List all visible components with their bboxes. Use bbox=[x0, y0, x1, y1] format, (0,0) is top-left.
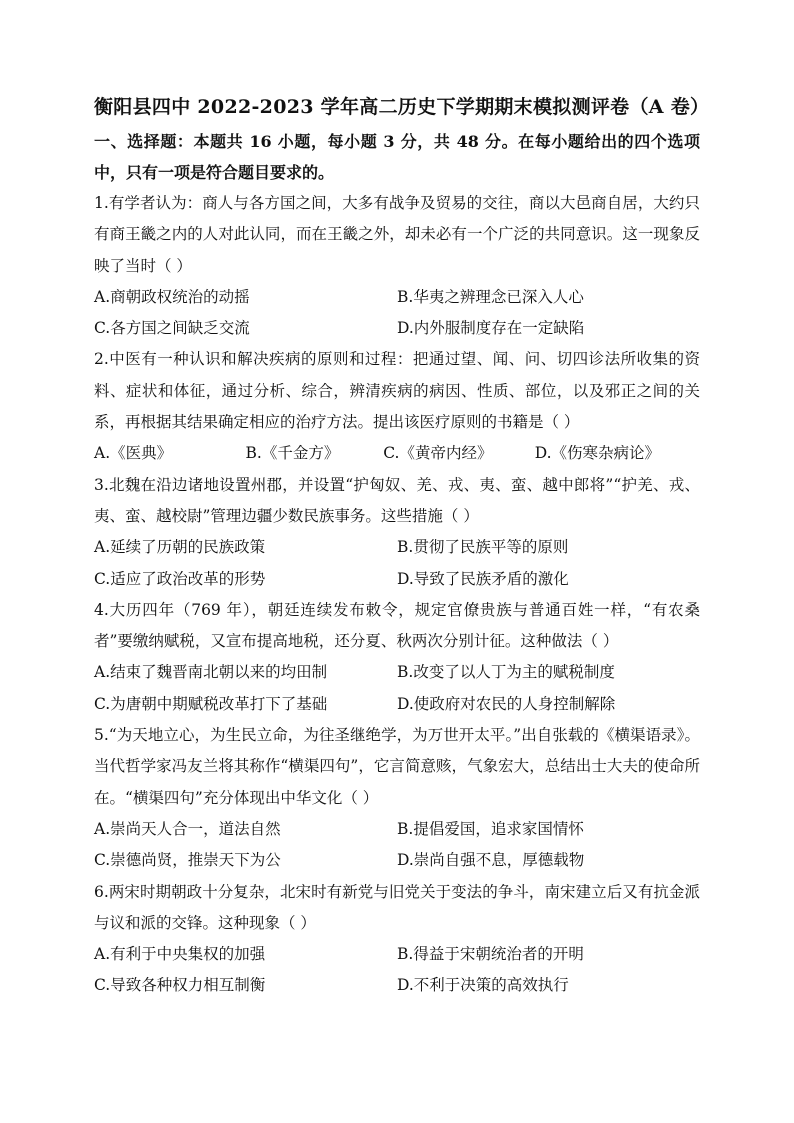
question-2 bbox=[94, 344, 700, 469]
question-6 bbox=[94, 877, 700, 1002]
question-3 bbox=[94, 470, 700, 595]
option-b: B.《千金方》 bbox=[245, 444, 340, 463]
option-c: C.崇德尚贤，推崇天下为公 bbox=[94, 851, 281, 870]
option-d: D.使政府对农民的人身控制解除 bbox=[397, 694, 616, 713]
option-a: A.有利于中央集权的加强 bbox=[94, 945, 266, 964]
options bbox=[94, 438, 700, 469]
question-stem: 1.有学者认为：商人与各方国之间，大多有战争及贸易的交往，商以大邑商自居，大约只有商王畿之内的人对此认同，而在王畿之外，却未必有一个广泛的共同意识。这一现象反映了当时（ ） bbox=[94, 194, 700, 275]
question-5 bbox=[94, 720, 700, 876]
exam-title: 衡阳县四中 2022-2023 学年高二历史下学期期末模拟测评卷（A 卷） bbox=[94, 96, 710, 118]
section-heading: 一、选择题：本题共 16 小题，每小题 3 分，共 48 分。在每小题给出的四个选项中，只有一项是符合题目要求的。 bbox=[94, 132, 700, 182]
option-c: C.导致各种权力相互制衡 bbox=[94, 976, 266, 995]
question-4 bbox=[94, 595, 700, 720]
question-stem: 5.“为天地立心，为生民立命，为往圣继绝学，为万世开太平。”出自张载的《横渠语录》。当代哲学家冯友兰将其称作“横渠四句”，它言简意赅，气象宏大，总结出士大夫的使命所在。“横渠四句”充分体现出中华文化（ ） bbox=[94, 726, 700, 807]
option-b: B.提倡爱国，追求家国情怀 bbox=[397, 819, 584, 838]
question-stem: 6.两宋时期朝政十分复杂，北宋时有新党与旧党关于变法的争斗，南宋建立后又有抗金派与议和派的交锋。这种现象（ ） bbox=[94, 882, 700, 932]
option-b: B.华夷之辨理念已深入人心 bbox=[397, 287, 584, 306]
question-stem: 2.中医有一种认识和解决疾病的原则和过程：把通过望、闻、问、切四诊法所收集的资料、症状和体征，通过分析、综合，辨清疾病的病因、性质、部位，以及邪正之间的关系，再根据其结果确定相应的治疗方法。提出该医疗原则的书籍是（ ） bbox=[94, 350, 700, 432]
option-d: D.《伤寒杂病论》 bbox=[534, 444, 661, 463]
option-d: D.内外服制度存在一定缺陷 bbox=[397, 319, 585, 338]
option-b: B.得益于宋朝统治者的开明 bbox=[397, 945, 584, 964]
option-a: A.结束了魏晋南北朝以来的均田制 bbox=[94, 663, 328, 682]
option-d: D.导致了民族矛盾的激化 bbox=[397, 569, 569, 588]
option-a: A.商朝政权统治的动摇 bbox=[94, 287, 250, 306]
question-1 bbox=[94, 188, 700, 344]
option-a: A.《医典》 bbox=[94, 444, 173, 463]
options bbox=[94, 532, 700, 595]
option-d: D.不利于决策的高效执行 bbox=[397, 976, 569, 995]
options bbox=[94, 282, 700, 345]
question-stem: 4.大历四年（769 年），朝廷连续发布敕令，规定官僚贵族与普通百姓一样，“有农桑者”要缴纳赋税，又宣布提高地税，还分夏、秋两次分别计征。这种做法（ ） bbox=[94, 600, 700, 651]
options bbox=[94, 657, 700, 720]
option-d: D.崇尚自强不息，厚德载物 bbox=[397, 851, 585, 870]
options bbox=[94, 939, 700, 1002]
option-c: C.为唐朝中期赋税改革打下了基础 bbox=[94, 694, 328, 713]
option-b: B.贯彻了民族平等的原则 bbox=[397, 538, 569, 557]
option-b: B.改变了以人丁为主的赋税制度 bbox=[397, 663, 615, 682]
question-stem: 3.北魏在沿边诸地设置州郡，并设置“护匈奴、羌、戎、夷、蛮、越中郎将”“护羌、戎、夷、蛮、越校尉”管理边疆少数民族事务。这些措施（ ） bbox=[94, 475, 700, 525]
exam-page bbox=[94, 92, 710, 1002]
option-a: A.延续了历朝的民族政策 bbox=[94, 538, 266, 557]
options bbox=[94, 814, 700, 877]
option-a: A.崇尚天人合一，道法自然 bbox=[94, 819, 281, 838]
option-c: C.《黄帝内经》 bbox=[383, 444, 493, 463]
option-c: C.适应了政治改革的形势 bbox=[94, 569, 266, 588]
option-c: C.各方国之间缺乏交流 bbox=[94, 319, 250, 338]
